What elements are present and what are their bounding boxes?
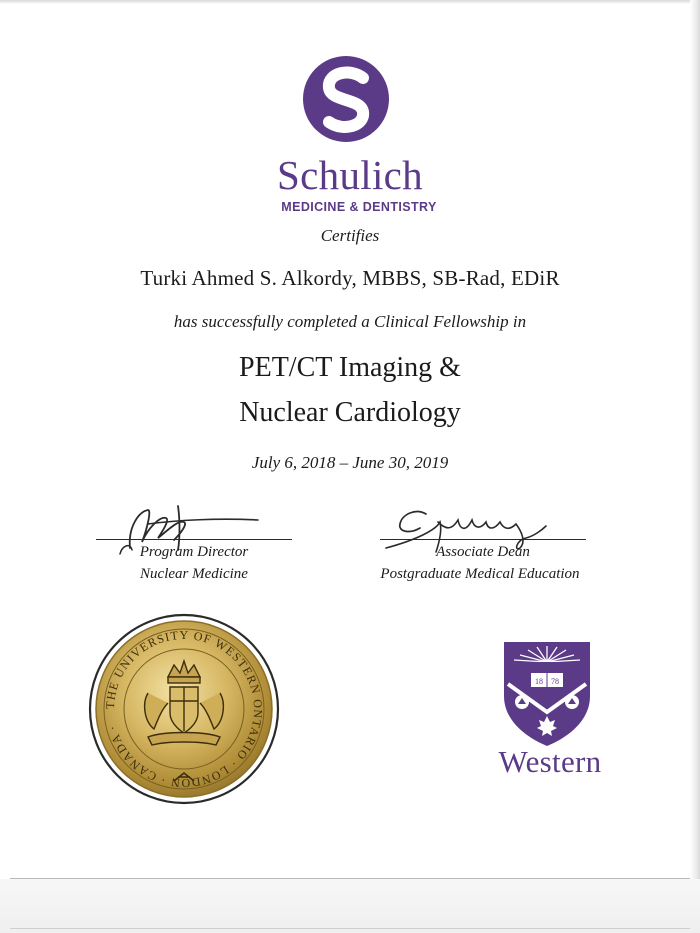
crest-year-left: 18: [535, 677, 543, 686]
schulich-s-emblem-icon: [303, 56, 389, 142]
signature-left-subtitle: Nuclear Medicine: [140, 566, 248, 582]
schulich-logo-subtitle: MEDICINE & DENTISTRY: [281, 200, 437, 214]
completion-statement: has successfully completed a Clinical Fellowship in: [173, 312, 527, 331]
western-crest-icon: [502, 640, 592, 748]
page-edge-top: [0, 0, 700, 4]
university-gold-seal-icon: [88, 613, 280, 805]
western-logo-name: Western: [498, 744, 602, 779]
schulich-logo-name: Schulich: [277, 152, 423, 198]
program-title-line-1: PET/CT Imaging &: [239, 352, 461, 383]
program-title-line-2: Nuclear Cardiology: [239, 397, 461, 428]
scan-bottom-strip: [0, 879, 700, 933]
crest-year-right: 78: [551, 677, 559, 686]
certifies-label: Certifies: [320, 226, 380, 245]
signature-left-title: Program Director: [139, 544, 249, 560]
scan-bottom-line: [10, 928, 690, 929]
seal-ring-text: THE UNIVERSITY OF WESTERN ONTARIO · LONDON · CANADA ·: [102, 627, 266, 791]
signature-right-subtitle: Postgraduate Medical Education: [380, 566, 580, 582]
fellowship-dates: July 6, 2018 – June 30, 2019: [251, 453, 449, 472]
recipient-name: Turki Ahmed S. Alkordy, MBBS, SB-Rad, EDiR: [140, 266, 560, 290]
signature-right-title: Associate Dean: [436, 544, 530, 560]
